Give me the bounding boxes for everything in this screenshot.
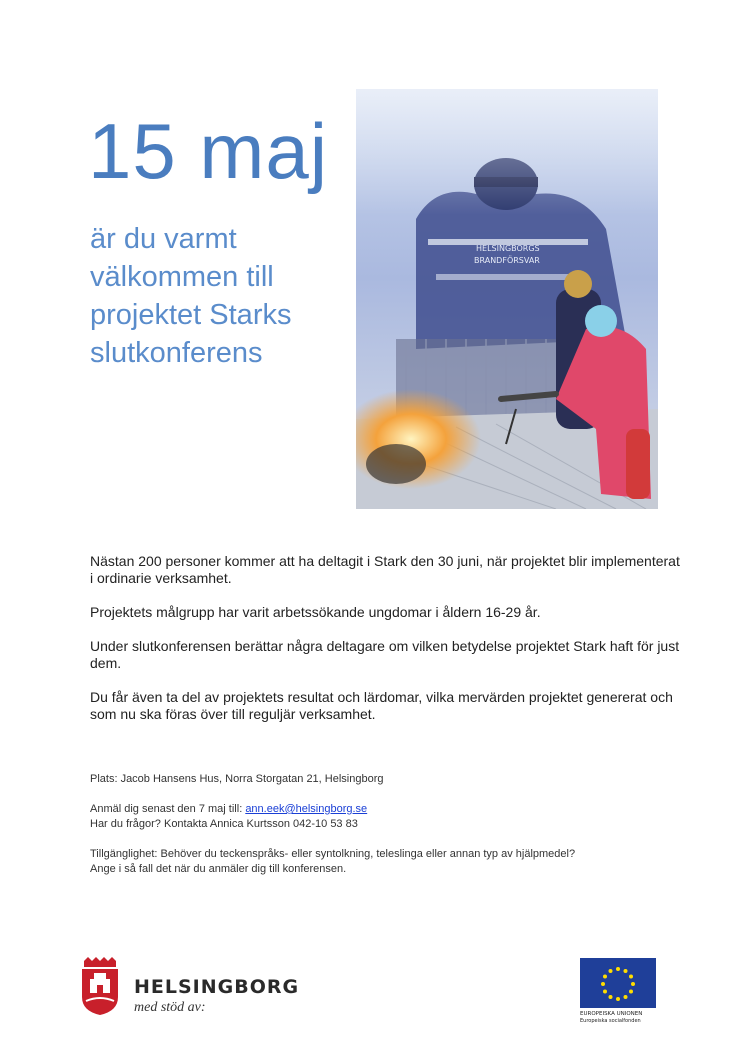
eu-fund-label: Europeiska socialfonden <box>580 1018 641 1024</box>
registration-text: Anmäl dig senast den 7 maj till: <box>90 803 246 815</box>
subtitle-line: slutkonferens <box>90 337 263 369</box>
location-line: Plats: Jacob Hansens Hus, Norra Storgatan 21, Helsingborg <box>90 773 384 785</box>
description-paragraph: Du får även ta del av projektets resultat och lärdomar, vilka mervärden projektet genererat och som nu ska föras över till reguljär verksamhet. <box>90 689 673 722</box>
eu-union-label: EUROPEISKA UNIONEN <box>580 1011 643 1017</box>
event-details <box>90 772 690 892</box>
subtitle-line: välkommen till <box>90 261 274 293</box>
firefighter-training-photo <box>356 89 658 509</box>
contact-line: Har du frågor? Kontakta Annica Kurtsson 042-10 53 83 <box>90 818 358 830</box>
description-paragraph: Projektets målgrupp har varit arbetssökande ungdomar i åldern 16-29 år. <box>90 604 541 620</box>
event-date-headline: 15 maj <box>88 107 329 195</box>
helsingborg-crest-icon <box>80 955 120 1017</box>
event-description <box>90 553 680 740</box>
description-paragraph: Under slutkonferensen berättar några deltagare om vilken betydelse projektet Stark haft för just dem. <box>90 638 680 671</box>
accessibility-block <box>90 847 690 877</box>
accessibility-line: Ange i så fall det när du anmäler dig till konferensen. <box>90 863 347 875</box>
description-paragraph: Nästan 200 personer kommer att ha deltagit i Stark den 30 juni, när projektet blir implementerat i ordinarie verksamhet. <box>90 553 680 586</box>
registration-email-link[interactable]: ann.eek@helsingborg.se <box>245 803 368 815</box>
eu-social-fund-logo <box>580 958 656 1024</box>
city-name: HELSINGBORG <box>134 976 300 998</box>
subtitle-line: projektet Starks <box>90 299 292 331</box>
registration-block <box>90 802 690 832</box>
accessibility-line: Tillgänglighet: Behöver du teckenspråks- eller syntolkning, teleslinga eller annan typ av hjälpmedel? <box>90 848 576 860</box>
subtitle-line: är du varmt <box>90 223 237 255</box>
invitation-subtitle <box>90 220 360 372</box>
support-tagline: med stöd av: <box>134 1000 206 1015</box>
